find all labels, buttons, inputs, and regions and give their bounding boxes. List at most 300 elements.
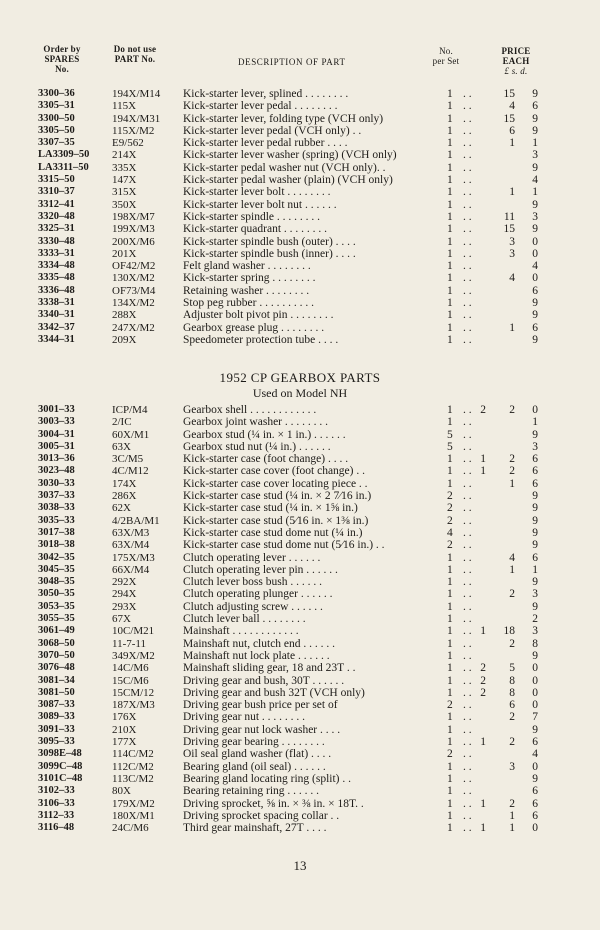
table-row	[0, 527, 600, 539]
table-row	[0, 699, 600, 711]
price-pence: 4	[532, 260, 538, 273]
spares-order-number: LA3309–50	[38, 149, 90, 161]
old-part-number: 194X/M14	[112, 88, 161, 100]
price-pence: 9	[532, 490, 538, 503]
table-row	[0, 272, 600, 284]
leader-dots: . .	[463, 748, 472, 761]
table-row	[0, 638, 600, 650]
section-subtitle: Used on Model NH	[252, 386, 348, 400]
quantity-per-set: 1	[447, 600, 453, 613]
table-row	[0, 211, 600, 223]
quantity-per-set: 1	[447, 822, 453, 835]
part-description: Gearbox grease plug . . . . . . . .	[183, 321, 325, 334]
leader-dots: . .	[463, 723, 472, 736]
table-row	[0, 88, 600, 100]
old-part-number: 15CM/12	[112, 686, 155, 699]
price-pence: 3	[532, 625, 538, 638]
price-pence: 3	[532, 588, 538, 601]
leader-dots: . .	[463, 416, 472, 429]
part-description: Kick-starter case stud dome nut (¼ in.)	[183, 526, 363, 539]
leader-dots: . .	[463, 576, 472, 589]
quantity-per-set: 1	[447, 260, 453, 273]
quantity-per-set: 1	[447, 124, 453, 137]
price-pence: 1	[532, 186, 538, 199]
old-part-number: 112C/M2	[112, 760, 154, 773]
part-description: Kick-starter spindle bush (inner) . . . .	[183, 247, 356, 260]
quantity-per-set: 2	[447, 514, 453, 527]
price-pence: 1	[532, 137, 538, 150]
price-pence: 9	[532, 514, 538, 527]
table-row	[0, 675, 600, 687]
price-pence: 7	[532, 711, 538, 724]
price-pence: 9	[532, 649, 538, 662]
quantity-per-set: 2	[447, 699, 453, 712]
table-row	[0, 186, 600, 198]
table-row	[0, 113, 600, 125]
spares-order-number: 3081–34	[38, 674, 75, 686]
price-pence: 0	[532, 247, 538, 260]
price-shillings: 11	[503, 210, 515, 223]
old-part-number: 349X/M2	[112, 649, 155, 662]
quantity-per-set: 1	[447, 210, 453, 223]
price-pence: 9	[532, 161, 538, 174]
price-pence: 6	[532, 809, 538, 822]
price-shillings: 2	[509, 404, 515, 416]
quantity-per-set: 1	[447, 112, 453, 125]
header-spares: SPARES	[44, 54, 80, 64]
leader-dots: . .	[463, 526, 472, 539]
spares-order-number: 3037–33	[38, 490, 75, 502]
spares-order-number: 3018–38	[38, 539, 75, 551]
header-price: PRICE	[501, 46, 531, 56]
part-description: Driving gear bearing . . . . . . . .	[183, 736, 325, 749]
table-row	[0, 662, 600, 674]
price-shillings: 3	[509, 760, 515, 773]
price-shillings: 4	[509, 100, 515, 113]
old-part-number: 210X	[112, 723, 137, 736]
part-description: Gearbox shell . . . . . . . . . . . .	[183, 404, 317, 416]
leader-dots: . .	[463, 662, 472, 675]
part-description: Driving sprocket spacing collar . .	[183, 809, 340, 822]
part-description: Driving gear nut lock washer . . . .	[183, 723, 341, 736]
quantity-per-set: 1	[447, 174, 453, 187]
price-pounds: 1	[480, 625, 486, 638]
spares-order-number: 3305–31	[38, 100, 75, 112]
leader-dots: . .	[463, 333, 472, 346]
spares-order-number: 3076–48	[38, 662, 75, 674]
part-description: Third gear mainshaft, 27T . . . .	[183, 822, 327, 835]
table-row	[0, 416, 600, 428]
price-shillings: 4	[509, 272, 515, 285]
part-description: Adjuster bolt pivot pin . . . . . . . .	[183, 309, 334, 322]
spares-order-number: 3330–48	[38, 235, 75, 247]
table-row	[0, 601, 600, 613]
old-part-number: 293X	[112, 600, 137, 613]
price-pence: 9	[532, 88, 538, 100]
part-description: Bearing gland (oil seal) . . . . . .	[183, 760, 326, 773]
old-part-number: 286X	[112, 490, 137, 503]
leader-dots: . .	[463, 563, 472, 576]
quantity-per-set: 1	[447, 186, 453, 199]
quantity-per-set: 1	[447, 563, 453, 576]
leader-dots: . .	[463, 297, 472, 310]
quantity-per-set: 1	[447, 772, 453, 785]
part-description: Oil seal gland washer (flat) . . . .	[183, 748, 332, 761]
old-part-number: 62X	[112, 502, 131, 515]
price-pence: 0	[532, 674, 538, 687]
price-shillings: 15	[503, 88, 515, 100]
part-description: Gearbox joint washer . . . . . . . .	[183, 416, 328, 429]
price-shillings: 8	[509, 674, 515, 687]
price-pounds: 2	[480, 686, 486, 699]
price-pence: 0	[532, 699, 538, 712]
part-description: Kick-starter spring . . . . . . . .	[183, 272, 316, 285]
parts-list-kick-starter	[0, 88, 600, 346]
leader-dots: . .	[463, 699, 472, 712]
part-description: Kick-starter case stud dome nut (5⁄16 in.) . .	[183, 539, 385, 552]
part-description: Kick-starter lever bolt nut . . . . . .	[183, 198, 337, 211]
old-part-number: OF42/M2	[112, 260, 156, 273]
price-shillings: 2	[509, 588, 515, 601]
spares-order-number: 3048–35	[38, 576, 75, 588]
table-row	[0, 453, 600, 465]
price-pence: 3	[532, 440, 538, 453]
old-part-number: 175X/M3	[112, 551, 155, 564]
header-units: £ s. d.	[504, 66, 528, 76]
leader-dots: . .	[463, 686, 472, 699]
column-header-price	[484, 46, 548, 76]
spares-order-number: 3340–31	[38, 309, 75, 321]
part-description: Kick-starter pedal washer nut (VCH only). .	[183, 161, 386, 174]
old-part-number: 179X/M2	[112, 797, 155, 810]
price-pence: 6	[532, 736, 538, 749]
leader-dots: . .	[463, 490, 472, 503]
leader-dots: . .	[463, 809, 472, 822]
leader-dots: . .	[463, 88, 472, 100]
price-pence: 6	[532, 100, 538, 113]
quantity-per-set: 1	[447, 711, 453, 724]
leader-dots: . .	[463, 797, 472, 810]
price-shillings: 2	[509, 797, 515, 810]
spares-order-number: 3017–38	[38, 526, 75, 538]
old-part-number: 200X/M6	[112, 235, 155, 248]
quantity-per-set: 1	[447, 576, 453, 589]
part-description: Kick-starter lever bolt . . . . . . . .	[183, 186, 331, 199]
spares-order-number: 3070–50	[38, 649, 75, 661]
old-part-number: 315X	[112, 186, 137, 199]
quantity-per-set: 1	[447, 149, 453, 162]
leader-dots: . .	[463, 539, 472, 552]
spares-order-number: 3344–31	[38, 333, 75, 345]
quantity-per-set: 1	[447, 161, 453, 174]
spares-order-number: 3305–50	[38, 124, 75, 136]
part-description: Kick-starter case stud (5⁄16 in. × 1⅜ in.)	[183, 514, 369, 527]
part-description: Kick-starter case stud (¼ in. × 1⅝ in.)	[183, 502, 358, 515]
quantity-per-set: 1	[447, 809, 453, 822]
old-part-number: 292X	[112, 576, 137, 589]
quantity-per-set: 5	[447, 440, 453, 453]
old-part-number: 14C/M6	[112, 662, 149, 675]
price-shillings: 15	[503, 112, 515, 125]
old-part-number: 187X/M3	[112, 699, 155, 712]
spares-order-number: 3068–50	[38, 637, 75, 649]
quantity-per-set: 2	[447, 748, 453, 761]
part-description: Mainshaft nut, clutch end . . . . . .	[183, 637, 336, 650]
part-description: Kick-starter case (foot change) . . . .	[183, 453, 349, 466]
spares-order-number: 3106–33	[38, 797, 75, 809]
part-description: Driving gear and bush 32T (VCH only)	[183, 686, 365, 699]
quantity-per-set: 1	[447, 247, 453, 260]
leader-dots: . .	[463, 284, 472, 297]
old-part-number: 115X	[112, 100, 137, 113]
old-part-number: 80X	[112, 785, 131, 798]
quantity-per-set: 1	[447, 662, 453, 675]
old-part-number: 63X	[112, 440, 131, 453]
quantity-per-set: 1	[447, 760, 453, 773]
spares-order-number: 3035–33	[38, 514, 75, 526]
table-row	[0, 334, 600, 346]
leader-dots: . .	[463, 711, 472, 724]
old-part-number: 247X/M2	[112, 321, 155, 334]
leader-dots: . .	[463, 235, 472, 248]
quantity-per-set: 1	[447, 272, 453, 285]
old-part-number: 174X	[112, 477, 137, 490]
price-pence: 4	[532, 174, 538, 187]
table-row	[0, 724, 600, 736]
leader-dots: . .	[463, 198, 472, 211]
leader-dots: . .	[463, 309, 472, 322]
price-pounds: 1	[480, 822, 486, 835]
table-row	[0, 736, 600, 748]
header-do-not-use: Do not use	[113, 44, 157, 54]
price-shillings: 3	[509, 247, 515, 260]
leader-dots: . .	[463, 760, 472, 773]
spares-order-number: 3300–36	[38, 88, 75, 99]
old-part-number: 4C/M12	[112, 465, 149, 478]
spares-order-number: 3338–31	[38, 297, 75, 309]
spares-order-number: 3334–48	[38, 260, 75, 272]
part-description: Driving gear bush price per set of	[183, 699, 338, 712]
table-row	[0, 773, 600, 785]
old-part-number: 4/2BA/M1	[112, 514, 160, 527]
price-shillings: 1	[509, 563, 515, 576]
table-row	[0, 785, 600, 797]
part-description: Clutch adjusting screw . . . . . .	[183, 600, 323, 613]
old-part-number: 209X	[112, 333, 137, 346]
old-part-number: 176X	[112, 711, 137, 724]
leader-dots: . .	[463, 625, 472, 638]
price-shillings: 1	[509, 822, 515, 835]
spares-order-number: 3091–33	[38, 723, 75, 735]
price-pounds: 1	[480, 736, 486, 749]
old-part-number: 199X/M3	[112, 223, 155, 236]
price-pence: 9	[532, 297, 538, 310]
leader-dots: . .	[463, 477, 472, 490]
table-row	[0, 502, 600, 514]
leader-dots: . .	[463, 440, 472, 453]
quantity-per-set: 1	[447, 736, 453, 749]
old-part-number: 24C/M6	[112, 822, 149, 835]
leader-dots: . .	[463, 785, 472, 798]
quantity-per-set: 1	[447, 137, 453, 150]
spares-order-number: 3053–35	[38, 600, 75, 612]
price-pence: 9	[532, 124, 538, 137]
spares-order-number: 3300–50	[38, 112, 75, 124]
price-pence: 0	[532, 272, 538, 285]
spares-order-number: LA3311–50	[38, 161, 89, 173]
quantity-per-set: 1	[447, 613, 453, 626]
price-shillings: 1	[509, 186, 515, 199]
price-pence: 9	[532, 112, 538, 125]
price-pence: 9	[532, 600, 538, 613]
quantity-per-set: 5	[447, 428, 453, 441]
part-description: Felt gland washer . . . . . . . .	[183, 260, 311, 273]
spares-order-number: 3023–48	[38, 465, 75, 477]
quantity-per-set: 2	[447, 502, 453, 515]
table-row	[0, 613, 600, 625]
spares-order-number: 3003–33	[38, 416, 75, 428]
part-description: Kick-starter lever, folding type (VCH only)	[183, 112, 384, 125]
price-pence: 0	[532, 760, 538, 773]
part-description: Clutch lever ball . . . . . . . .	[183, 613, 306, 626]
spares-order-number: 3101C–48	[38, 772, 83, 784]
price-pence: 6	[532, 797, 538, 810]
leader-dots: . .	[463, 465, 472, 478]
leader-dots: . .	[463, 112, 472, 125]
table-row	[0, 539, 600, 551]
leader-dots: . .	[463, 100, 472, 113]
spares-order-number: 3325–31	[38, 223, 75, 235]
quantity-per-set: 1	[447, 674, 453, 687]
leader-dots: . .	[463, 588, 472, 601]
page-number: 13	[293, 858, 307, 873]
table-row	[0, 125, 600, 137]
spares-order-number: 3315–50	[38, 174, 75, 186]
header-order-by: Order by	[43, 44, 81, 54]
quantity-per-set: 2	[447, 490, 453, 503]
price-shillings: 18	[503, 625, 515, 638]
table-row	[0, 223, 600, 235]
price-pence: 6	[532, 551, 538, 564]
leader-dots: . .	[463, 260, 472, 273]
quantity-per-set: 1	[447, 404, 453, 416]
quantity-per-set: 1	[447, 100, 453, 113]
price-shillings: 1	[509, 137, 515, 150]
quantity-per-set: 1	[447, 88, 453, 100]
price-pence: 1	[532, 416, 538, 429]
price-pounds: 2	[480, 674, 486, 687]
table-row	[0, 441, 600, 453]
quantity-per-set: 1	[447, 477, 453, 490]
old-part-number: 67X	[112, 613, 131, 626]
part-description: Kick-starter lever pedal rubber . . . .	[183, 137, 348, 150]
spares-order-number: 3307–35	[38, 137, 75, 149]
quantity-per-set: 4	[447, 526, 453, 539]
part-description: Retaining washer . . . . . . . .	[183, 284, 310, 297]
old-part-number: 66X/M4	[112, 563, 150, 576]
old-part-number: 350X	[112, 198, 137, 211]
old-part-number: 201X	[112, 247, 137, 260]
quantity-per-set: 2	[447, 539, 453, 552]
price-pence: 6	[532, 465, 538, 478]
quantity-per-set: 1	[447, 333, 453, 346]
part-description: Kick-starter lever pedal . . . . . . . .	[183, 100, 338, 113]
quantity-per-set: 1	[447, 625, 453, 638]
old-part-number: 15C/M6	[112, 674, 149, 687]
leader-dots: . .	[463, 674, 472, 687]
leader-dots: . .	[463, 649, 472, 662]
price-shillings: 8	[509, 686, 515, 699]
price-pence: 4	[532, 748, 538, 761]
table-row	[0, 798, 600, 810]
price-shillings: 2	[509, 453, 515, 466]
table-row	[0, 687, 600, 699]
leader-dots: . .	[463, 404, 472, 416]
old-part-number: 198X/M7	[112, 210, 155, 223]
part-description: Kick-starter lever washer (spring) (VCH only)	[183, 149, 397, 162]
price-pounds: 2	[480, 404, 486, 416]
old-part-number: 63X/M4	[112, 539, 150, 552]
part-description: Kick-starter spindle . . . . . . . .	[183, 210, 321, 223]
part-description: Mainshaft sliding gear, 18 and 23T . .	[183, 662, 356, 675]
leader-dots: . .	[463, 822, 472, 835]
table-row	[0, 478, 600, 490]
spares-order-number: 3045–35	[38, 563, 75, 575]
spares-order-number: 3116–48	[38, 822, 75, 834]
table-row	[0, 137, 600, 149]
spares-order-number: 3030–33	[38, 477, 75, 489]
part-description: Clutch operating lever . . . . . .	[183, 551, 321, 564]
spares-order-number: 3087–33	[38, 699, 75, 711]
table-row	[0, 260, 600, 272]
spares-order-number: 3095–33	[38, 736, 75, 748]
spares-order-number: 3098E–48	[38, 748, 82, 760]
part-description: Clutch lever boss bush . . . . . .	[183, 576, 322, 589]
price-pounds: 2	[480, 662, 486, 675]
price-pence: 9	[532, 428, 538, 441]
price-pence: 8	[532, 637, 538, 650]
price-pounds: 1	[480, 465, 486, 478]
spares-order-number: 3310–37	[38, 186, 75, 198]
part-description: Kick-starter case cover (foot change) . .	[183, 465, 365, 478]
price-shillings: 3	[509, 235, 515, 248]
quantity-per-set: 1	[447, 637, 453, 650]
quantity-per-set: 1	[447, 551, 453, 564]
table-row	[0, 588, 600, 600]
header-no: No.	[55, 64, 69, 74]
leader-dots: . .	[463, 428, 472, 441]
leader-dots: . .	[463, 453, 472, 466]
spares-order-number: 3081–50	[38, 686, 75, 698]
table-row	[0, 309, 600, 321]
old-part-number: 10C/M21	[112, 625, 155, 638]
price-pence: 6	[532, 284, 538, 297]
table-row	[0, 162, 600, 174]
quantity-per-set: 1	[447, 309, 453, 322]
spares-order-number: 3055–35	[38, 613, 75, 625]
price-pence: 9	[532, 539, 538, 552]
part-description: Kick-starter pedal washer (plain) (VCH only)	[183, 174, 393, 187]
price-shillings: 2	[509, 711, 515, 724]
part-description: Stop peg rubber . . . . . . . . . .	[183, 297, 314, 310]
old-part-number: 214X	[112, 149, 137, 162]
old-part-number: 63X/M3	[112, 526, 150, 539]
table-row	[0, 552, 600, 564]
price-shillings: 1	[509, 477, 515, 490]
leader-dots: . .	[463, 772, 472, 785]
table-row	[0, 465, 600, 477]
spares-order-number: 3005–31	[38, 440, 75, 452]
